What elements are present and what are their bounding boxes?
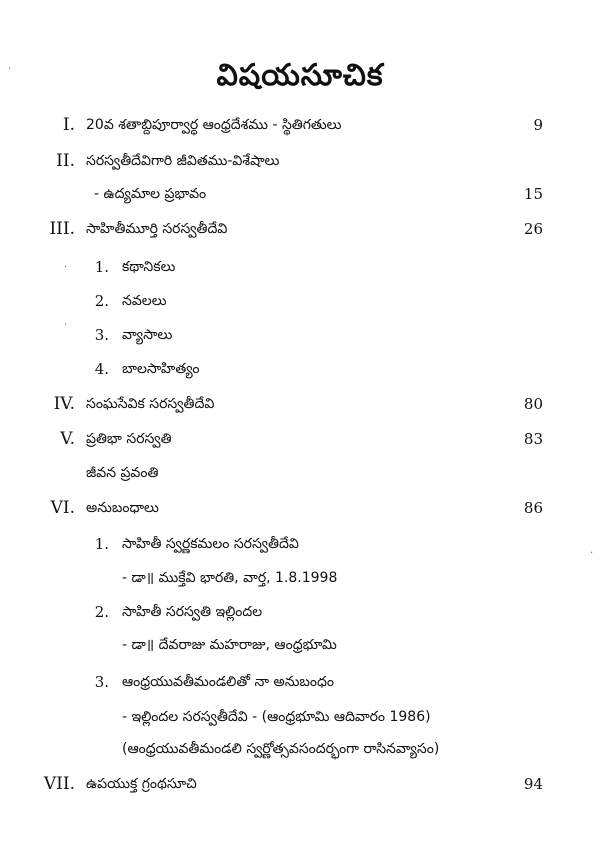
- sub-number: 2.: [94, 292, 109, 310]
- entry-title: ఆంధ్రయువతీమండలితో నా అనుబంధం: [122, 674, 334, 690]
- sub-number: 4.: [94, 360, 109, 378]
- entry-title: సాహితీ స్వర్ణకమలం సరస్వతీదేవి: [122, 536, 299, 552]
- toc-entry: [0, 428, 600, 452]
- entry-title: - డా॥ దేవరాజు మహరాజు, ఆంధ్రభూమి: [122, 637, 337, 653]
- entry-title: (ఆంధ్రయువతీమండలి స్వర్ణోత్సవసందర్భంగా రాసినవ్యాసం): [122, 741, 440, 757]
- toc-subentry: [0, 533, 600, 557]
- entry-title: 20వ శతాబ్దిపూర్వార్ధ ఆంధ్రదేశము - స్థితిగతులు: [86, 117, 342, 133]
- roman-numeral: V.: [60, 429, 75, 449]
- entry-title: సంఘసేవిక సరస్వతీదేవి: [86, 396, 215, 412]
- entry-title: - డా॥ ముక్తేవి భారతి, వార్త, 1.8.1998: [122, 570, 338, 586]
- entry-title: వ్యాసాలు: [122, 327, 173, 343]
- toc-subentry: [0, 358, 600, 382]
- page-title: విషయసూచిక: [216, 58, 384, 93]
- toc-entry: [0, 393, 600, 417]
- page-number: 9: [533, 116, 543, 134]
- toc-subentry: [0, 601, 600, 625]
- scan-speck: ·: [8, 64, 12, 75]
- toc-subentry: [0, 671, 600, 695]
- sub-number: 1.: [94, 258, 109, 276]
- toc-subentry: [0, 256, 600, 280]
- toc-subentry: [0, 634, 600, 658]
- page-number: 26: [523, 220, 543, 238]
- sub-number: 3.: [94, 326, 109, 344]
- entry-title: సాహితీమూర్తి సరస్వతీదేవి: [86, 221, 228, 237]
- page-number: 15: [523, 185, 543, 203]
- toc-entry: [0, 150, 600, 174]
- toc-subentry: [0, 567, 600, 591]
- roman-numeral: IV.: [53, 394, 75, 414]
- toc-subentry: [0, 290, 600, 314]
- page-number: 83: [523, 430, 543, 448]
- toc-subentry: [0, 324, 600, 348]
- roman-numeral: II.: [56, 151, 75, 171]
- entry-title: జీవన ప్రవంతి: [86, 465, 159, 481]
- toc-entry: [0, 497, 600, 521]
- roman-numeral: VII.: [43, 774, 75, 794]
- page-number: 86: [523, 499, 543, 517]
- entry-title: - ఇల్లిందల సరస్వతీదేవి - (ఆంధ్రభూమి ఆదివారం 1986): [122, 709, 431, 725]
- scan-speck: ·: [64, 320, 68, 331]
- page-number: 80: [523, 395, 543, 413]
- toc-entry: [0, 462, 600, 486]
- entry-title: కథానికలు: [122, 259, 176, 275]
- sub-number: 2.: [94, 603, 109, 621]
- sub-number: 3.: [94, 673, 109, 691]
- entry-title: బాలసాహిత్యం: [122, 361, 200, 377]
- roman-numeral: III.: [49, 219, 75, 239]
- sub-number: 1.: [94, 535, 109, 553]
- toc-entry: [0, 114, 600, 138]
- roman-numeral: VI.: [50, 498, 75, 518]
- toc-entry: [0, 773, 600, 797]
- entry-title: సాహితీ సరస్వతి ఇల్లిందల: [122, 604, 263, 620]
- toc-entry: [0, 183, 600, 207]
- toc-subentry: [0, 738, 600, 762]
- scan-speck: ·: [64, 262, 68, 273]
- entry-title: నవలలు: [122, 293, 167, 309]
- entry-title: ప్రతిభా సరస్వతి: [86, 431, 172, 447]
- scan-speck: ·: [590, 548, 594, 559]
- roman-numeral: I.: [62, 115, 75, 135]
- page-number: 94: [523, 775, 543, 793]
- toc-subentry: [0, 706, 600, 730]
- entry-title: - ఉద్యమాల ప్రభావం: [94, 186, 207, 202]
- toc-entry: [0, 218, 600, 242]
- entry-title: ఉపయుక్త గ్రంథసూచి: [86, 776, 197, 792]
- entry-title: సరస్వతీదేవిగారి జీవితము-విశేషాలు: [86, 153, 280, 169]
- entry-title: అనుబంధాలు: [86, 500, 159, 516]
